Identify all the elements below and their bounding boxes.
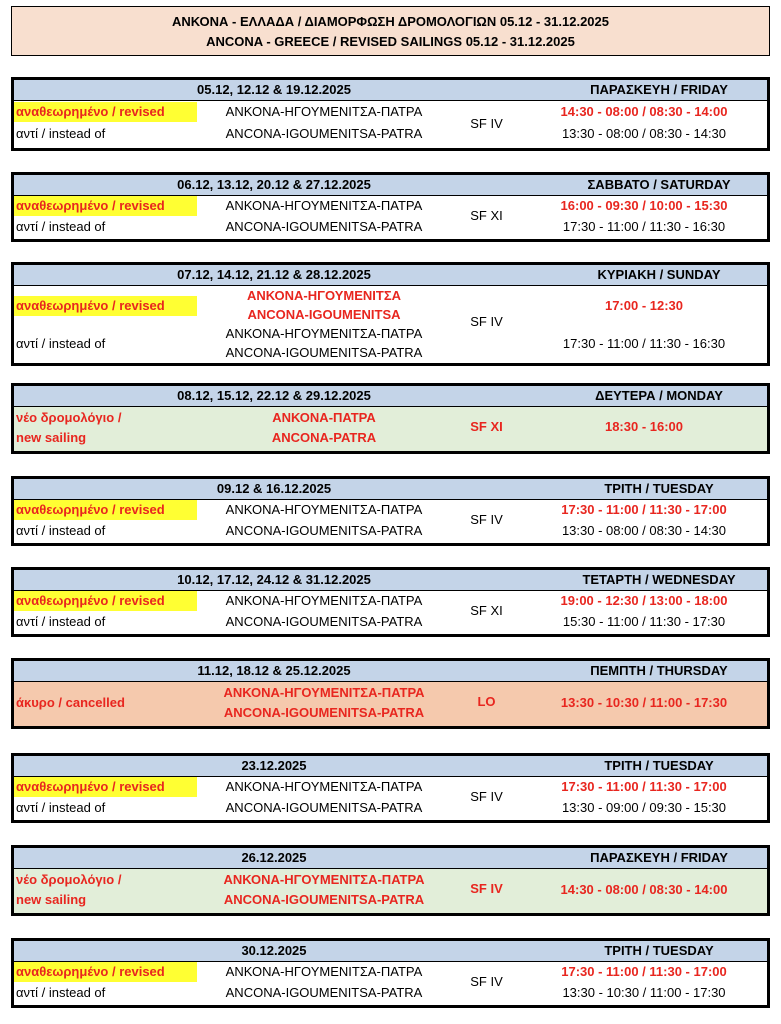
route-greek: ΑΝΚΟΝΑ-ΗΓΟΥΜΕΝΙΤΣΑ-ΠΑΤΡΑ bbox=[225, 502, 423, 517]
block-day: ΠΑΡΑΣΚΕΥΗ / FRIDAY bbox=[590, 850, 728, 865]
revised-label: αναθεωρημένο / revised bbox=[14, 196, 197, 216]
ship-name: SF XI bbox=[470, 603, 503, 618]
block-dates: 09.12 & 16.12.2025 bbox=[216, 481, 332, 496]
new-sailing-label-2: new sailing bbox=[16, 892, 87, 907]
block-body bbox=[14, 500, 767, 543]
block-day: ΣΑΒΒΑΤΟ / SATURDAY bbox=[587, 177, 731, 192]
revised-label: αναθεωρημένο / revised bbox=[14, 500, 197, 520]
block-dates: 08.12, 15.12, 22.12 & 29.12.2025 bbox=[177, 388, 371, 403]
block-header bbox=[14, 386, 767, 407]
block-day: ΠΑΡΑΣΚΕΥΗ / FRIDAY bbox=[590, 82, 728, 97]
revised-time: 14:30 - 08:00 / 08:30 - 14:00 bbox=[560, 104, 728, 119]
block-body bbox=[14, 101, 767, 148]
block-day: ΤΡΙΤΗ / TUESDAY bbox=[604, 481, 714, 496]
schedule-block-friday bbox=[11, 77, 770, 151]
sailing-time: 14:30 - 08:00 / 08:30 - 14:00 bbox=[560, 882, 728, 897]
instead-time: 17:30 - 11:00 / 11:30 - 16:30 bbox=[562, 336, 726, 351]
route-greek: ΑΝΚΟΝΑ-ΗΓΟΥΜΕΝΙΤΣΑ-ΠΑΤΡΑ bbox=[225, 198, 423, 213]
ship-name: SF XI bbox=[470, 208, 503, 223]
route-english: ANCONA-IGOUMENITSA-PATRA bbox=[225, 126, 423, 141]
block-dates: 23.12.2025 bbox=[241, 758, 307, 773]
schedule-block-monday bbox=[11, 383, 770, 454]
instead-label: αντί / instead of bbox=[16, 126, 106, 141]
revised-label: αναθεωρημένο / revised bbox=[14, 777, 197, 797]
page-title bbox=[11, 6, 770, 56]
ship-name: SF IV bbox=[470, 881, 503, 896]
schedule-block-saturday bbox=[11, 172, 770, 242]
route-english-revised: ANCONA-IGOUMENITSA bbox=[247, 307, 401, 322]
title-english: ANCONA - GREECE / REVISED SAILINGS 05.12 - 31.12.2025 bbox=[206, 34, 575, 49]
block-body bbox=[14, 869, 767, 913]
route-english: ANCONA-IGOUMENITSA-PATRA bbox=[223, 892, 425, 907]
instead-label: αντί / instead of bbox=[16, 219, 106, 234]
block-header bbox=[14, 570, 767, 591]
route-english: ANCONA-IGOUMENITSA-PATRA bbox=[225, 800, 423, 815]
route-greek-revised: ΑΝΚΟΝΑ-ΗΓΟΥΜΕΝΙΤΣΑ bbox=[246, 288, 402, 303]
ship-name: SF IV bbox=[470, 314, 503, 329]
block-header bbox=[14, 941, 767, 962]
instead-label: αντί / instead of bbox=[16, 800, 106, 815]
block-dates: 30.12.2025 bbox=[241, 943, 307, 958]
revised-label: αναθεωρημένο / revised bbox=[14, 591, 197, 611]
revised-time: 16:00 - 09:30 / 10:00 - 15:30 bbox=[560, 198, 728, 213]
route-english: ANCONA-IGOUMENITSA-PATRA bbox=[225, 523, 423, 538]
revised-time: 17:30 - 11:00 / 11:30 - 17:00 bbox=[561, 964, 727, 979]
block-day: ΚΥΡΙΑΚΗ / SUNDAY bbox=[597, 267, 721, 282]
schedule-block-sunday bbox=[11, 262, 770, 366]
route-greek: ΑΝΚΟΝΑ-ΗΓΟΥΜΕΝΙΤΣΑ-ΠΑΤΡΑ bbox=[223, 685, 425, 700]
instead-time: 17:30 - 11:00 / 11:30 - 16:30 bbox=[562, 219, 726, 234]
route-english: ANCONA-IGOUMENITSA-PATRA bbox=[225, 985, 423, 1000]
title-greek: ΑΝΚΟΝΑ - ΕΛΛΑΔΑ / ΔΙΑΜΟΡΦΩΣΗ ΔΡΟΜΟΛΟΓΙΩΝ 05.12 - 31.12.2025 bbox=[171, 14, 609, 29]
schedule-block-friday-26 bbox=[11, 845, 770, 916]
route-english: ANCONA-IGOUMENITSA-PATRA bbox=[225, 614, 423, 629]
cancelled-label: άκυρο / cancelled bbox=[16, 695, 125, 710]
block-day: ΤΕΤΑΡΤΗ / WEDNESDAY bbox=[582, 572, 736, 587]
block-body bbox=[14, 591, 767, 634]
block-day: ΤΡΙΤΗ / TUESDAY bbox=[604, 943, 714, 958]
block-day: ΤΡΙΤΗ / TUESDAY bbox=[604, 758, 714, 773]
schedule-block-tuesday-23 bbox=[11, 753, 770, 823]
schedule-block-tuesday-30 bbox=[11, 938, 770, 1008]
revised-label: αναθεωρημένο / revised bbox=[14, 962, 197, 982]
route-greek: ΑΝΚΟΝΑ-ΗΓΟΥΜΕΝΙΤΣΑ-ΠΑΤΡΑ bbox=[225, 326, 423, 341]
block-header bbox=[14, 479, 767, 500]
revised-label: αναθεωρημένο / revised bbox=[14, 102, 197, 122]
route-greek: ΑΝΚΟΝΑ-ΗΓΟΥΜΕΝΙΤΣΑ-ΠΑΤΡΑ bbox=[225, 593, 423, 608]
block-day: ΠΕΜΠΤΗ / THURSDAY bbox=[590, 663, 728, 678]
instead-label: αντί / instead of bbox=[16, 523, 106, 538]
block-header bbox=[14, 175, 767, 196]
instead-label: αντί / instead of bbox=[16, 614, 106, 629]
ship-name: LO bbox=[477, 694, 496, 709]
route-english: ANCONA-PATRA bbox=[271, 430, 377, 445]
block-dates: 05.12, 12.12 & 19.12.2025 bbox=[197, 82, 351, 97]
ship-name: SF IV bbox=[470, 512, 503, 527]
instead-time: 13:30 - 08:00 / 08:30 - 14:30 bbox=[561, 126, 727, 141]
block-dates: 06.12, 13.12, 20.12 & 27.12.2025 bbox=[177, 177, 371, 192]
route-greek: ΑΝΚΟΝΑ-ΗΓΟΥΜΕΝΙΤΣΑ-ΠΑΤΡΑ bbox=[223, 872, 425, 887]
sailing-time: 18:30 - 16:00 bbox=[604, 419, 684, 434]
revised-label: αναθεωρημένο / revised bbox=[14, 296, 197, 316]
instead-time: 13:30 - 09:00 / 09:30 - 15:30 bbox=[561, 800, 727, 815]
new-sailing-label-2: new sailing bbox=[16, 430, 87, 445]
new-sailing-label-1: νέο δρομολόγιο / bbox=[16, 410, 122, 425]
sailing-time: 13:30 - 10:30 / 11:00 - 17:30 bbox=[560, 695, 728, 710]
instead-label: αντί / instead of bbox=[16, 985, 106, 1000]
route-english: ANCONA-IGOUMENITSA-PATRA bbox=[225, 345, 423, 360]
instead-label: αντί / instead of bbox=[16, 336, 106, 351]
ship-name: SF IV bbox=[470, 789, 503, 804]
block-header bbox=[14, 265, 767, 286]
schedule-block-tuesday bbox=[11, 476, 770, 546]
schedule-block-wednesday bbox=[11, 567, 770, 637]
block-dates: 07.12, 14.12, 21.12 & 28.12.2025 bbox=[177, 267, 371, 282]
route-greek: ΑΝΚΟΝΑ-ΗΓΟΥΜΕΝΙΤΣΑ-ΠΑΤΡΑ bbox=[225, 104, 423, 119]
instead-time: 13:30 - 08:00 / 08:30 - 14:30 bbox=[561, 523, 727, 538]
instead-time: 15:30 - 11:00 / 11:30 - 17:30 bbox=[562, 614, 726, 629]
block-header bbox=[14, 661, 767, 682]
ship-name: SF XI bbox=[470, 419, 503, 434]
block-body bbox=[14, 407, 767, 451]
block-header bbox=[14, 756, 767, 777]
block-dates: 11.12, 18.12 & 25.12.2025 bbox=[197, 663, 351, 678]
block-body bbox=[14, 196, 767, 239]
block-dates: 10.12, 17.12, 24.12 & 31.12.2025 bbox=[177, 572, 371, 587]
block-header bbox=[14, 80, 767, 101]
revised-time: 17:00 - 12:30 bbox=[604, 298, 684, 313]
revised-time: 17:30 - 11:00 / 11:30 - 17:00 bbox=[561, 502, 727, 517]
block-dates: 26.12.2025 bbox=[241, 850, 307, 865]
block-body bbox=[14, 962, 767, 1005]
new-sailing-label-1: νέο δρομολόγιο / bbox=[16, 872, 122, 887]
route-english: ANCONA-IGOUMENITSA-PATRA bbox=[225, 219, 423, 234]
route-greek: ΑΝΚΟΝΑ-ΗΓΟΥΜΕΝΙΤΣΑ-ΠΑΤΡΑ bbox=[225, 779, 423, 794]
block-body bbox=[14, 682, 767, 726]
instead-time: 13:30 - 10:30 / 11:00 - 17:30 bbox=[562, 985, 726, 1000]
block-header bbox=[14, 848, 767, 869]
revised-time: 19:00 - 12:30 / 13:00 - 18:00 bbox=[560, 593, 728, 608]
route-greek: ΑΝΚΟΝΑ-ΠΑΤΡΑ bbox=[272, 410, 376, 425]
route-english: ANCONA-IGOUMENITSA-PATRA bbox=[223, 705, 425, 720]
block-body bbox=[14, 777, 767, 820]
route-greek: ΑΝΚΟΝΑ-ΗΓΟΥΜΕΝΙΤΣΑ-ΠΑΤΡΑ bbox=[225, 964, 423, 979]
ship-name: SF IV bbox=[470, 974, 503, 989]
ship-name: SF IV bbox=[470, 116, 503, 131]
block-day: ΔΕΥΤΕΡΑ / MONDAY bbox=[595, 388, 723, 403]
revised-time: 17:30 - 11:00 / 11:30 - 17:00 bbox=[561, 779, 727, 794]
schedule-block-thursday bbox=[11, 658, 770, 729]
block-body bbox=[14, 286, 767, 363]
